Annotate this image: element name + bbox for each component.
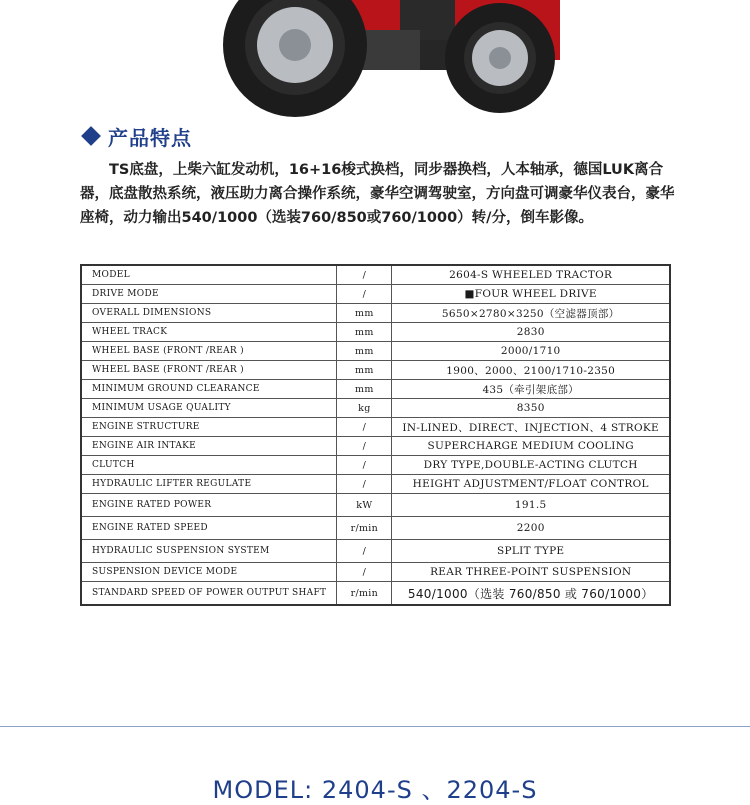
table-row (81, 582, 670, 606)
spec-param-cell: ENGINE AIR INTAKE (81, 437, 337, 456)
model-heading: MODEL: 2404-S 、2204-S (212, 776, 538, 804)
table-row (81, 399, 670, 418)
spec-value-cell: 8350 (392, 399, 670, 418)
table-row (81, 285, 670, 304)
spec-value-cell: DRY TYPE,DOUBLE-ACTING CLUTCH (392, 456, 670, 475)
spec-param-cell: WHEEL BASE (FRONT /REAR ) (81, 342, 337, 361)
spec-param-cell: WHEEL BASE (FRONT /REAR ) (81, 361, 337, 380)
table-row (81, 475, 670, 494)
spec-value-cell: 1900、2000、2100/1710-2350 (392, 361, 670, 380)
spec-unit-cell: / (337, 418, 392, 437)
spec-unit-cell: / (337, 563, 392, 582)
spec-value-cell: 2830 (392, 323, 670, 342)
divider (0, 726, 750, 727)
spec-unit-cell: r/min (337, 582, 392, 606)
spec-value-cell: 540/1000（选装 760/850 或 760/1000） (392, 582, 670, 606)
spec-value-cell: 2604-S WHEELED TRACTOR (392, 265, 670, 285)
spec-unit-cell: mm (337, 342, 392, 361)
spec-unit-cell: / (337, 456, 392, 475)
spec-param-cell: MINIMUM USAGE QUALITY (81, 399, 337, 418)
spec-unit-cell: / (337, 285, 392, 304)
table-row (81, 437, 670, 456)
spec-unit-cell: mm (337, 380, 392, 399)
spec-param-cell: ENGINE STRUCTURE (81, 418, 337, 437)
table-row (81, 456, 670, 475)
spec-param-cell: MODEL (81, 265, 337, 285)
spec-value-cell: 2000/1710 (392, 342, 670, 361)
spec-value-cell: ■FOUR WHEEL DRIVE (392, 285, 670, 304)
table-row (81, 323, 670, 342)
spec-value-cell: HEIGHT ADJUSTMENT/FLOAT CONTROL (392, 475, 670, 494)
spec-param-cell: HYDRAULIC SUSPENSION SYSTEM (81, 540, 337, 563)
spec-param-cell: MINIMUM GROUND CLEARANCE (81, 380, 337, 399)
spec-param-cell: HYDRAULIC LIFTER REGULATE (81, 475, 337, 494)
spec-param-cell: DRIVE MODE (81, 285, 337, 304)
spec-unit-cell: kW (337, 494, 392, 517)
table-row (81, 361, 670, 380)
spec-param-cell: STANDARD SPEED OF POWER OUTPUT SHAFT (81, 582, 337, 606)
table-row (81, 304, 670, 323)
spec-unit-cell: / (337, 540, 392, 563)
spec-unit-cell: / (337, 475, 392, 494)
table-row (81, 517, 670, 540)
spec-table (80, 264, 671, 606)
table-row (81, 540, 670, 563)
spec-value-cell: 191.5 (392, 494, 670, 517)
spec-value-cell: SUPERCHARGE MEDIUM COOLING (392, 437, 670, 456)
spec-param-cell: SUSPENSION DEVICE MODE (81, 563, 337, 582)
section-heading (80, 120, 192, 152)
spec-param-cell: ENGINE RATED SPEED (81, 517, 337, 540)
features-paragraph: TS底盘，上柴六缸发动机，16+16梭式换档，同步器换档，人本轴承，德国LUK离合器，底盘散热系统，液压助力离合操作系统，豪华空调驾驶室，方向盘可调豪华仪表台，豪华座椅，动力输出540/1000（选装760/850或760/1000）转/分，倒车影像。 (80, 162, 675, 226)
spec-param-cell: ENGINE RATED POWER (81, 494, 337, 517)
spec-param-cell: CLUTCH (81, 456, 337, 475)
section-title: 产品特点 (108, 125, 192, 150)
spec-unit-cell: mm (337, 304, 392, 323)
table-row (81, 265, 670, 285)
spec-value-cell: 435（牵引架底部） (392, 380, 670, 399)
table-row (81, 418, 670, 437)
spec-param-cell: WHEEL TRACK (81, 323, 337, 342)
spec-unit-cell: mm (337, 323, 392, 342)
diamond-bullet-icon (81, 126, 101, 146)
table-row (81, 342, 670, 361)
spec-param-cell: OVERALL DIMENSIONS (81, 304, 337, 323)
table-row (81, 380, 670, 399)
table-row (81, 563, 670, 582)
spec-unit-cell: kg (337, 399, 392, 418)
spec-value-cell: 2200 (392, 517, 670, 540)
tractor-image (220, 0, 590, 120)
spec-unit-cell: / (337, 265, 392, 285)
spec-unit-cell: / (337, 437, 392, 456)
spec-unit-cell: mm (337, 361, 392, 380)
spec-value-cell: SPLIT TYPE (392, 540, 670, 563)
spec-value-cell: IN-LINED、DIRECT、INJECTION、4 STROKE (392, 418, 670, 437)
spec-unit-cell: r/min (337, 517, 392, 540)
spec-value-cell: REAR THREE-POINT SUSPENSION (392, 563, 670, 582)
table-row (81, 494, 670, 517)
spec-value-cell: 5650×2780×3250（空滤器顶部） (392, 304, 670, 323)
